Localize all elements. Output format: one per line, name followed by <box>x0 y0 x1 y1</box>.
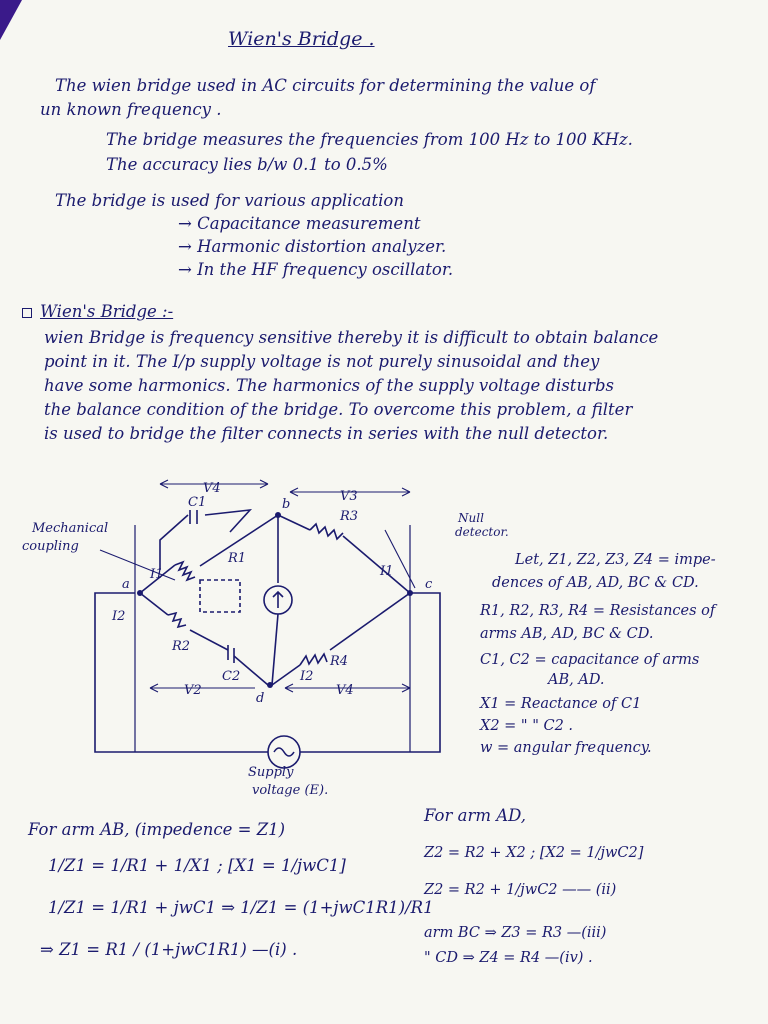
definition-line: X1 = Reactance of C1 <box>480 696 642 712</box>
mechanical-coupling-label-2: coupling <box>22 539 79 554</box>
current-i1-left: I1 <box>150 567 164 582</box>
definition-line: Let, Z1, Z2, Z3, Z4 = impe- <box>515 552 716 568</box>
equation-line: Z2 = R2 + X2 ; [X2 = 1/jwC2] <box>424 845 644 861</box>
intro-line-3: The bridge measures the frequencies from 100 Hz to 100 KHz. <box>106 130 633 149</box>
label-r2: R2 <box>172 639 191 654</box>
application-item: → Capacitance measurement <box>178 214 421 233</box>
resistor-r2-icon <box>168 613 186 627</box>
page-corner-mark <box>0 0 22 40</box>
section-line: is used to bridge the filter connects in series with the null detector. <box>44 424 609 443</box>
intro-line-5: The bridge is used for various application <box>55 191 404 210</box>
current-i2-left: I2 <box>112 609 126 624</box>
section-line: point in it. The I/p supply voltage is not purely sinusoidal and they <box>44 352 600 371</box>
node-a-label: a <box>122 577 130 592</box>
label-r3: R3 <box>340 509 359 524</box>
definition-line: X2 = " " C2 . <box>480 718 574 734</box>
node-b-label: b <box>282 497 291 512</box>
resistor-r1-icon <box>175 562 195 580</box>
node-d-label: d <box>256 691 265 706</box>
label-r4: R4 <box>330 654 349 669</box>
application-item: → In the HF frequency oscillator. <box>178 260 454 279</box>
null-detector-label-2: detector. <box>455 525 509 539</box>
intro-line-1: The wien bridge used in AC circuits for determining the value of <box>55 76 596 95</box>
definition-line: R1, R2, R3, R4 = Resistances of <box>480 603 716 619</box>
section-line: wien Bridge is frequency sensitive thereby it is difficult to obtain balance <box>44 328 659 347</box>
current-i1-right: I1 <box>380 564 394 579</box>
equation-line: Z2 = R2 + 1/jwC2 —— (ii) <box>424 882 617 898</box>
section-heading-text: Wien's Bridge :- <box>40 302 174 321</box>
supply-wire-right <box>300 593 440 752</box>
label-v3-top: V3 <box>340 489 358 504</box>
definition-line: dences of AB, AD, BC & CD. <box>492 575 699 591</box>
equation-line: 1/Z1 = 1/R1 + 1/X1 ; [X1 = 1/jwC1] <box>48 856 346 875</box>
intro-line-4: The accuracy lies b/w 0.1 to 0.5% <box>106 155 388 174</box>
equation-line: ⇒ Z1 = R1 / (1+jwC1R1) —(i) . <box>40 940 298 959</box>
label-c2: C2 <box>222 669 241 684</box>
section-line: have some harmonics. The harmonics of the supply voltage disturbs <box>44 376 614 395</box>
equation-line: arm BC ⇒ Z3 = R3 —(iii) <box>424 925 607 941</box>
definition-line: C1, C2 = capacitance of arms <box>480 652 700 668</box>
current-i2-bottom: I2 <box>300 669 314 684</box>
definition-line: arms AB, AD, BC & CD. <box>480 626 654 642</box>
section-heading <box>22 302 173 321</box>
intro-line-2: un known frequency . <box>40 100 222 119</box>
sine-wave-icon <box>274 748 294 756</box>
wien-bridge-circuit-diagram <box>0 470 509 810</box>
label-v2-bottom: V2 <box>184 683 202 698</box>
label-v4-top: V4 <box>203 481 221 496</box>
definition-line: w = angular frequency. <box>480 740 652 756</box>
label-c1: C1 <box>188 495 207 510</box>
supply-voltage-label-2: voltage (E). <box>252 783 329 798</box>
definition-line: AB, AD. <box>548 672 605 688</box>
equation-heading-arm-ab: For arm AB, (impedence = Z1) <box>28 820 286 839</box>
label-r1: R1 <box>228 551 247 566</box>
node-c-label: c <box>425 577 433 592</box>
null-detector-label-1: Null <box>458 511 484 525</box>
equation-line: 1/Z1 = 1/R1 + jwC1 ⇒ 1/Z1 = (1+jwC1R1)/R1 <box>48 898 434 917</box>
bullet-box-icon <box>22 308 32 318</box>
label-v4-bottom: V4 <box>336 683 354 698</box>
page-title: Wien's Bridge . <box>228 28 375 50</box>
section-line: the balance condition of the bridge. To overcome this problem, a filter <box>44 400 633 419</box>
equation-line: " CD ⇒ Z4 = R4 —(iv) . <box>424 950 593 966</box>
resistor-r4-icon <box>300 654 327 665</box>
mechanical-coupling-label-1: Mechanical <box>32 521 109 536</box>
application-item: → Harmonic distortion analyzer. <box>178 237 447 256</box>
supply-voltage-label-1: Supply <box>248 765 294 780</box>
resistor-r3-icon <box>310 524 343 539</box>
equation-heading-arm-ad: For arm AD, <box>424 806 527 825</box>
